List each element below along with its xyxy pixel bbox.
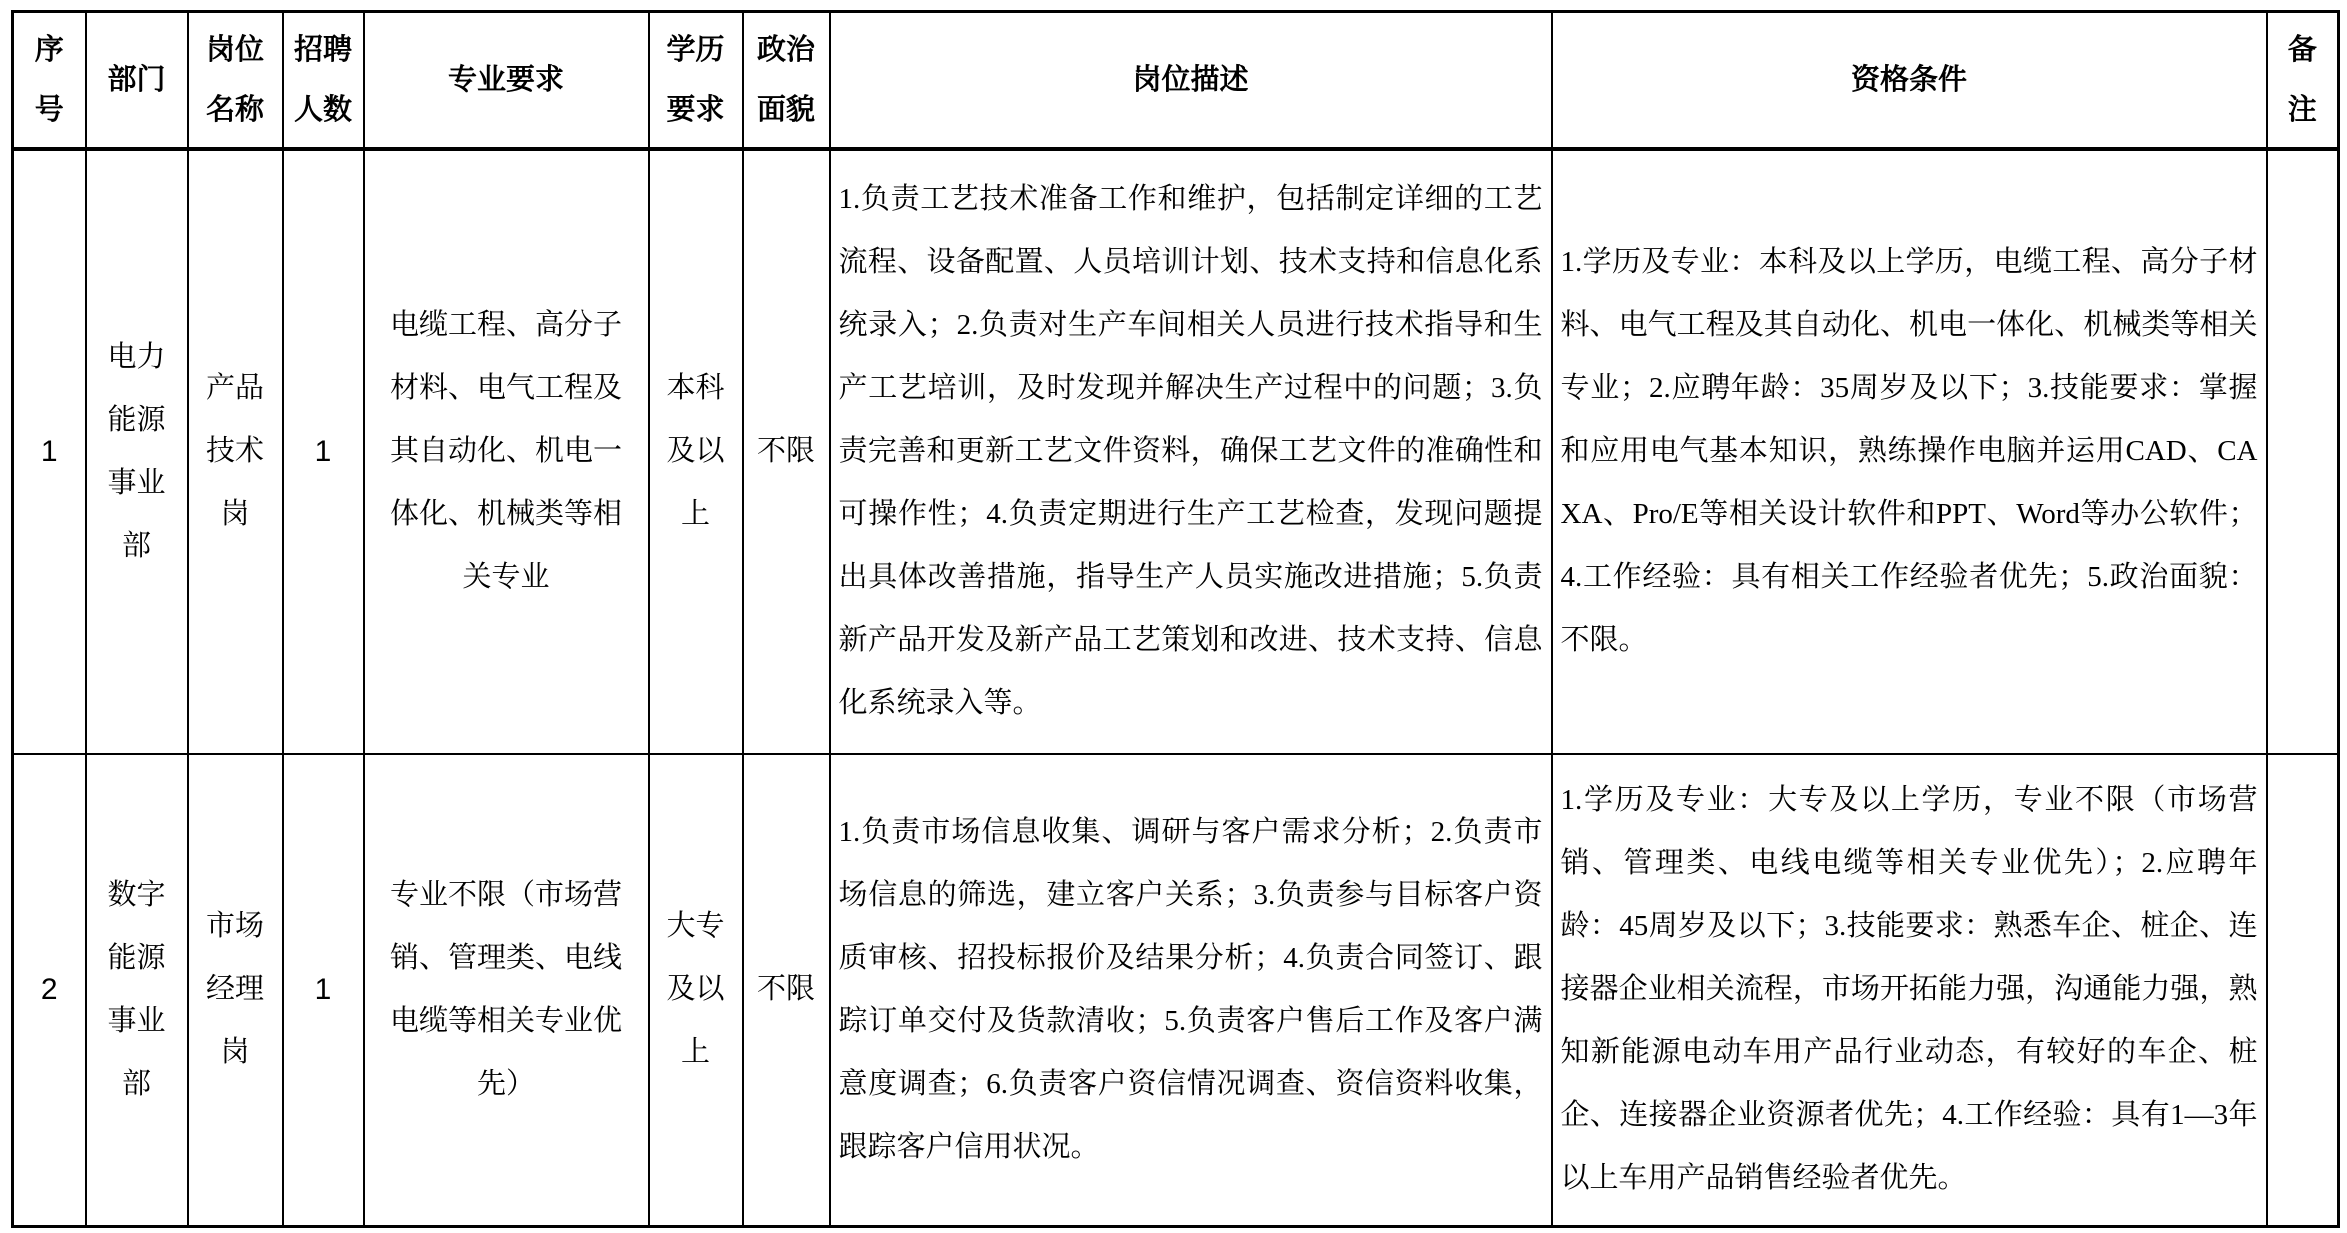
header-major-requirement: 专业要求 [364,12,649,149]
header-qualifications: 资格条件 [1552,12,2267,149]
cell-remarks [2267,754,2339,1227]
cell-remarks [2267,149,2339,754]
cell-serial-no: 1 [13,149,86,754]
cell-position-name: 产品技术岗 [188,149,283,754]
cell-major-requirement: 专业不限（市场营销、管理类、电线电缆等相关专业优先） [364,754,649,1227]
header-position-name: 岗位名称 [188,12,283,149]
header-serial-no: 序号 [13,12,86,149]
header-department: 部门 [86,12,188,149]
cell-headcount: 1 [283,149,364,754]
header-job-description: 岗位描述 [830,12,1552,149]
header-headcount: 招聘人数 [283,12,364,149]
cell-political-status: 不限 [743,149,830,754]
cell-position-name: 市场经理岗 [188,754,283,1227]
cell-job-description: 1.负责工艺技术准备工作和维护，包括制定详细的工艺流程、设备配置、人员培训计划、技术支持和信息化系统录入；2.负责对生产车间相关人员进行技术指导和生产工艺培训，及时发现并解决生产过程中的问题；3.负责完善和更新工艺文件资料，确保工艺文件的准确性和可操作性；4.负责定期进行生产工艺检查，发现问题提出具体改善措施，指导生产人员实施改进措施；5.负责新产品开发及新产品工艺策划和改进、技术支持、信息化系统录入等。 [830,149,1552,754]
table-row [13,149,2339,754]
recruitment-table [11,10,2340,1228]
cell-department: 数字能源事业部 [86,754,188,1227]
cell-qualifications: 1.学历及专业：大专及以上学历，专业不限（市场营销、管理类、电线电缆等相关专业优先）；2.应聘年龄：45周岁及以下；3.技能要求：熟悉车企、桩企、连接器企业相关流程，市场开拓能力强，沟通能力强，熟知新能源电动车用产品行业动态，有较好的车企、桩企、连接器企业资源者优先；4.工作经验：具有1—3年以上车用产品销售经验者优先。 [1552,754,2267,1227]
header-political-status: 政治面貌 [743,12,830,149]
cell-job-description: 1.负责市场信息收集、调研与客户需求分析；2.负责市场信息的筛选，建立客户关系；3.负责参与目标客户资质审核、招投标报价及结果分析；4.负责合同签订、跟踪订单交付及货款清收；5.负责客户售后工作及客户满意度调查；6.负责客户资信情况调查、资信资料收集，跟踪客户信用状况。 [830,754,1552,1227]
cell-education-requirement: 本科及以上 [649,149,743,754]
table-row [13,754,2339,1227]
cell-serial-no: 2 [13,754,86,1227]
cell-headcount: 1 [283,754,364,1227]
header-education-requirement: 学历要求 [649,12,743,149]
cell-qualifications: 1.学历及专业：本科及以上学历，电缆工程、高分子材料、电气工程及其自动化、机电一体化、机械类等相关专业；2.应聘年龄：35周岁及以下；3.技能要求：掌握和应用电气基本知识，熟练操作电脑并运用CAD、CAXA、Pro/E等相关设计软件和PPT、Word等办公软件；4.工作经验：具有相关工作经验者优先；5.政治面貌：不限。 [1552,149,2267,754]
cell-political-status: 不限 [743,754,830,1227]
header-row [13,12,2339,149]
cell-major-requirement: 电缆工程、高分子材料、电气工程及其自动化、机电一体化、机械类等相关专业 [364,149,649,754]
cell-department: 电力能源事业部 [86,149,188,754]
cell-education-requirement: 大专及以上 [649,754,743,1227]
header-remarks: 备注 [2267,12,2339,149]
